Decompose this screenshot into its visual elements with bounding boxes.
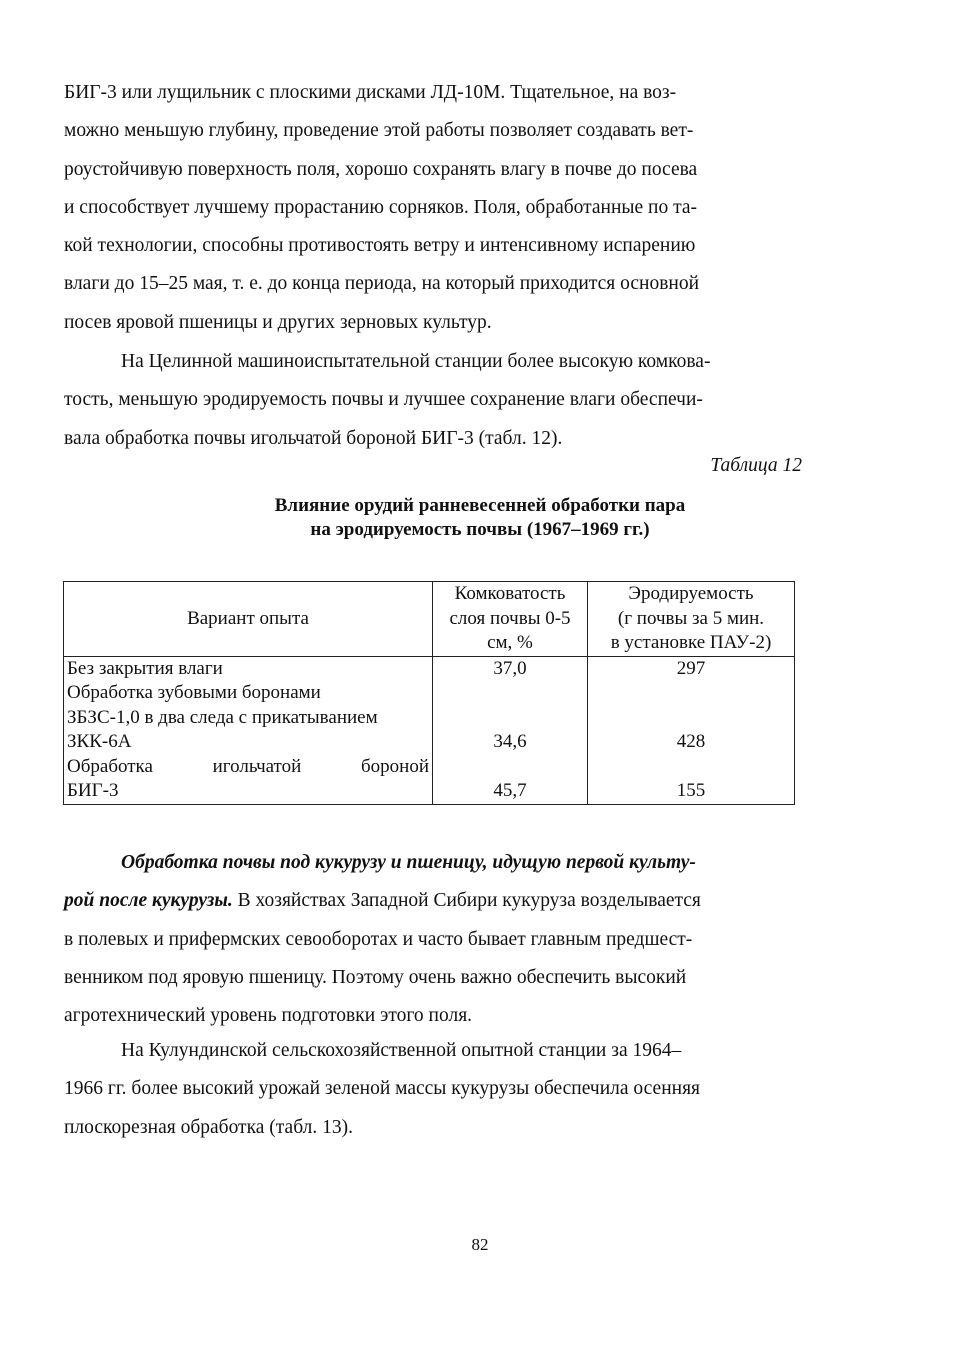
variant-line: ЗБЗС-1,0 в два следа с прикатыванием [67, 706, 378, 728]
text-line: и способствует лучшему прорастанию сорняков. Поля, обработанные по та- [64, 196, 698, 218]
page-number: 82 [471, 1235, 489, 1254]
erodibility-cell: 155 [588, 755, 795, 805]
variant-line [67, 755, 429, 780]
text-line: можно меньшую глубину, проведение этой работы позволяет создавать вет- [64, 120, 694, 142]
header-variant: Вариант опыта [64, 582, 433, 657]
data-table [63, 581, 795, 805]
header-line: Эродируемость [628, 583, 754, 604]
section-heading-end: рой после кукурузы. [64, 890, 233, 912]
lumpiness-cell: 45,7 [433, 755, 588, 805]
section-heading: Обработка почвы под кукурузу и пшеницу, идущую первой культу- [121, 852, 696, 873]
variant-cell [64, 755, 433, 805]
header-line: Комковатость [454, 583, 566, 604]
paragraph-2 [64, 343, 804, 458]
text-line: кой технологии, способны противостоять ветру и интенсивному испарению [64, 235, 696, 257]
variant-cell [64, 656, 433, 681]
text-line: посев яровой пшеницы и других зерновых культур. [64, 311, 492, 333]
text-line: вала обработка почвы игольчатой бороной БИГ-3 (табл. 12). [64, 427, 563, 449]
text-line: 1966 гг. более высокий урожай зеленой массы кукурузы обеспечила осенняя [64, 1078, 701, 1100]
text-line: агротехнический уровень подготовки этого поля. [64, 1005, 473, 1027]
variant-line: Обработка зубовыми боронами [67, 682, 321, 703]
text-line: в полевых и прифермских севооборотах и часто бывает главным предшест- [64, 928, 693, 950]
paragraph-3 [64, 844, 804, 1035]
paragraph-4 [64, 1032, 804, 1147]
erodibility-cell: 297 [588, 656, 795, 681]
erodibility-cell: 428 [588, 681, 795, 755]
table-row [64, 681, 795, 755]
header-line: в установке ПАУ-2) [610, 632, 772, 653]
header-line: (г почвы за 5 мин. [617, 607, 765, 629]
text-fragment: В хозяйствах Западной Сибири кукуруза возделывается [232, 890, 701, 912]
variant-line: Без закрытия влаги [67, 657, 223, 679]
header-line: слоя почвы 0-5 [449, 607, 571, 629]
lumpiness-cell: 34,6 [433, 681, 588, 755]
text-line: плоскорезная обработка (табл. 13). [64, 1116, 353, 1138]
variant-line: БИГ-3 [67, 780, 119, 801]
header-erodibility [588, 582, 795, 657]
text-line: На Кулундинской сельскохозяйственной опытной станции за 1964– [121, 1040, 682, 1061]
header-line: см, % [487, 632, 533, 653]
table-title [0, 494, 960, 542]
lumpiness-cell: 37,0 [433, 656, 588, 681]
table-row [64, 656, 795, 681]
text-line: На Целинной машиноиспытательной станции более высокую комкова- [121, 351, 711, 372]
text-line: БИГ-3 или лущильник с плоскими дисками ЛД-10М. Тщательное, на воз- [64, 82, 677, 103]
table-title-line: на эродируемость почвы (1967–1969 гг.) [310, 519, 650, 540]
header-lumpiness [433, 582, 588, 657]
text-line: тость, меньшую эродируемость почвы и лучшее сохранение влаги обеспечи- [64, 389, 703, 411]
table-title-line: Влияние орудий ранневесенней обработки пара [274, 495, 686, 516]
text-line [64, 882, 804, 920]
paragraph-1 [64, 74, 804, 342]
text-line: влаги до 15–25 мая, т. е. до конца периода, на который приходится основной [64, 273, 700, 295]
variant-cell [64, 681, 433, 755]
variant-line: ЗКК-6А [67, 731, 132, 752]
table-label: Таблица 12 [710, 455, 802, 476]
variant-line-text: Обработка игольчатой бороной [67, 755, 429, 777]
text-line [64, 844, 804, 882]
text-line: роустойчивую поверхность поля, хорошо сохранять влагу в почве до посева [64, 158, 698, 180]
table-header-row [64, 582, 795, 657]
table-row [64, 755, 795, 805]
text-line: венником под яровую пшеницу. Поэтому очень важно обеспечить высокий [64, 966, 687, 988]
